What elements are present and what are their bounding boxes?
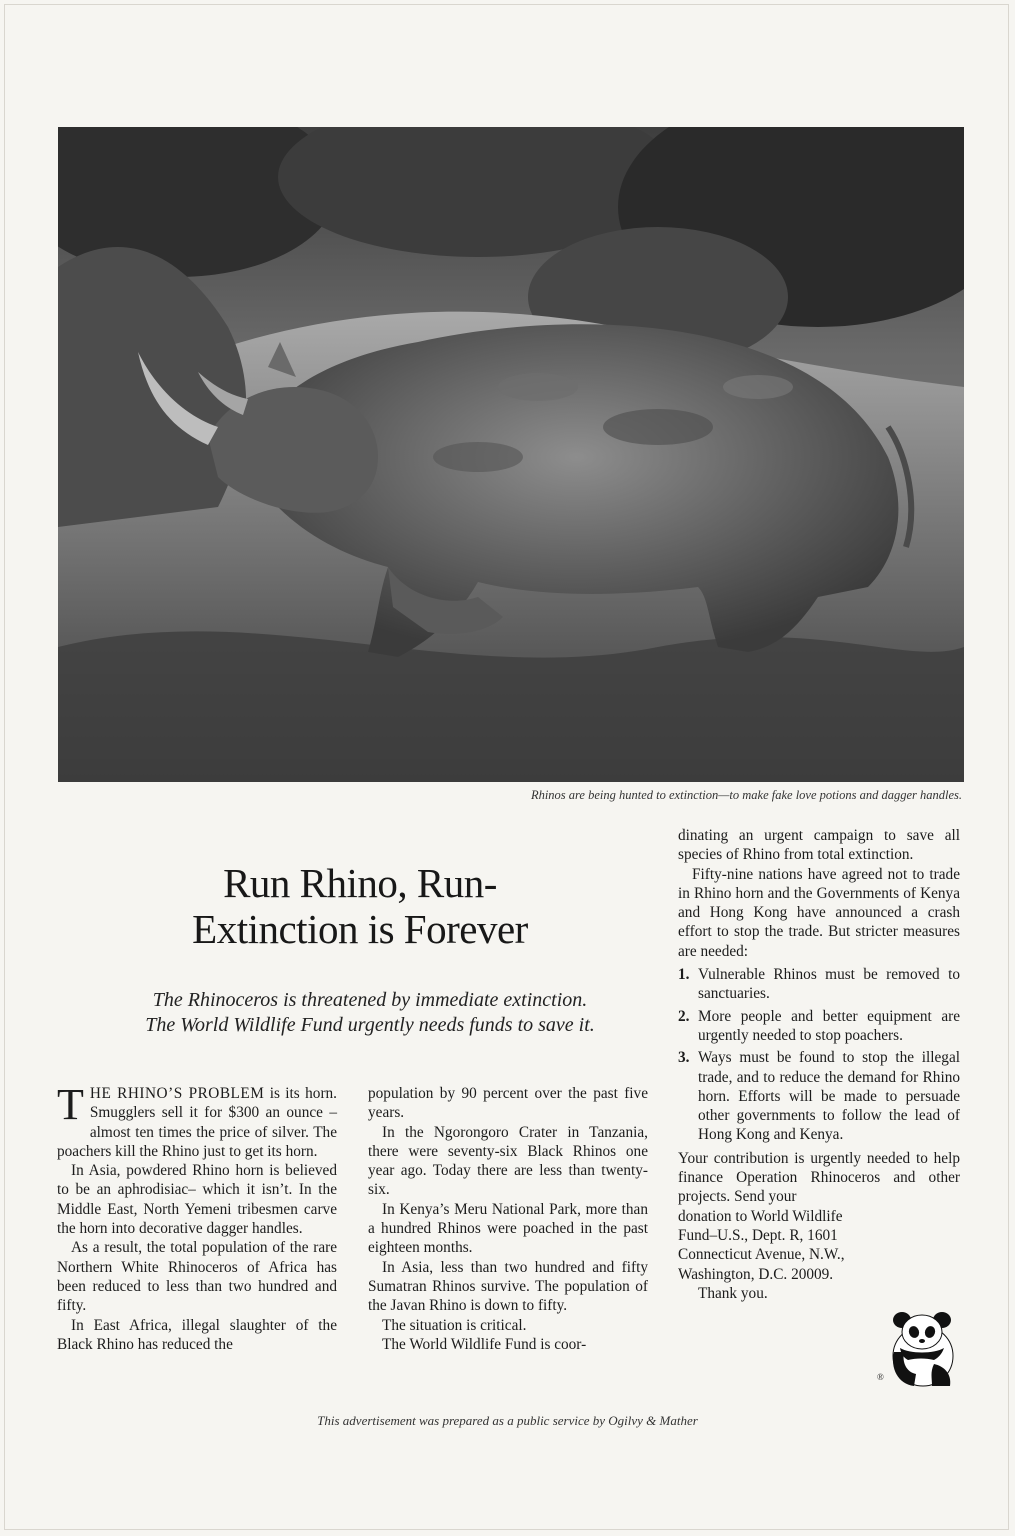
- rhino-photo-illustration: [58, 127, 964, 782]
- address-line: donation to World Wildlife: [678, 1207, 843, 1225]
- body-paragraph: The situation is critical.: [382, 1316, 527, 1334]
- thank-you: Thank you.: [698, 1284, 768, 1302]
- measures-list: [678, 965, 960, 1145]
- body-paragraph: In Kenya’s Meru National Park, more than a hundred Rhinos were poached in the past eighteen months.: [368, 1200, 648, 1257]
- body-paragraph: dinating an urgent campaign to save all species of Rhino from total extinction.: [678, 827, 960, 864]
- list-number: 3.: [678, 1049, 690, 1067]
- list-number: 1.: [678, 966, 690, 984]
- headline: [100, 860, 620, 952]
- list-text: More people and better equipment are urgently needed to stop poachers.: [698, 1007, 960, 1044]
- subheadline: [60, 988, 680, 1038]
- body-paragraph: As a result, the total population of the rare Northern White Rhinoceros of Africa has been reduced to less than two hundred and fifty.: [57, 1239, 337, 1315]
- rhino-photo: [58, 127, 964, 782]
- body-paragraph: In Asia, powdered Rhino horn is believed to be an aphrodisiac– which it isn’t. In the Middle East, North Yemeni tribesmen carve the horn into decorative dagger handles.: [57, 1162, 337, 1238]
- list-item: [678, 1007, 960, 1046]
- subheadline-line-1: The Rhinoceros is threatened by immediate extinction.: [152, 989, 588, 1011]
- body-paragraph: In East Africa, illegal slaughter of the Black Rhino has reduced the: [57, 1316, 337, 1353]
- mailing-address: [678, 1207, 960, 1303]
- body-column-2: [368, 1084, 648, 1354]
- body-paragraph: population by 90 percent over the past five years.: [368, 1085, 648, 1122]
- photo-caption: Rhinos are being hunted to extinction—to make fake love potions and dagger handles.: [530, 788, 962, 802]
- address-line: Washington, D.C. 20009.: [678, 1265, 834, 1283]
- headline-line-2: Extinction is Forever: [192, 906, 528, 952]
- body-column-3: [678, 826, 960, 1303]
- body-paragraph: Fifty-nine nations have agreed not to trade in Rhino horn and the Governments of Kenya and Hong Kong have announced a crash effort to stop the trade. But stricter measures are needed:: [678, 865, 960, 960]
- address-line: Connecticut Avenue, N.W.,: [678, 1246, 845, 1264]
- body-paragraph: [57, 1080, 338, 1161]
- list-item: [678, 965, 960, 1004]
- body-paragraph: The World Wildlife Fund is coor-: [382, 1335, 587, 1353]
- paragraph-text: is its horn. Smugglers sell it for $300 an ounce – almost ten times the price of silver. The poachers kill the Rhino just to get its horn.: [57, 1085, 338, 1160]
- subheadline-line-2: The World Wildlife Fund urgently needs funds to save it.: [145, 1014, 595, 1036]
- list-text: Ways must be found to stop the illegal trade, and to reduce the demand for Rhino horn. Efforts will be made to persuade other governments to follow the lead of Hong Kong and Kenya.: [698, 1049, 960, 1144]
- list-number: 2.: [678, 1007, 690, 1025]
- agency-credit: This advertisement was prepared as a public service by Ogilvy & Mather: [317, 1413, 698, 1428]
- address-line: Fund–U.S., Dept. R, 1601: [678, 1226, 838, 1244]
- headline-line-1: Run Rhino, Run-: [223, 860, 497, 906]
- list-text: Vulnerable Rhinos must be removed to sanctuaries.: [698, 966, 960, 1003]
- body-paragraph: In the Ngorongoro Crater in Tanzania, there were seventy-six Black Rhinos one year ago. Today there are less than twenty-six.: [368, 1123, 648, 1199]
- registered-mark: ®: [877, 1372, 884, 1382]
- drop-cap: T: [57, 1080, 84, 1129]
- wwf-panda-logo-icon: [886, 1302, 960, 1390]
- donation-appeal: Your contribution is urgently needed to help finance Operation Rhinoceros and other projects. Send your: [678, 1149, 960, 1206]
- lead-in: HE RHINO’S PROBLEM: [89, 1085, 265, 1102]
- body-paragraph: In Asia, less than two hundred and fifty Sumatran Rhinos survive. The population of the Javan Rhino is down to fifty.: [368, 1258, 648, 1315]
- list-item: [678, 1048, 960, 1144]
- body-column-1: [57, 1080, 338, 1354]
